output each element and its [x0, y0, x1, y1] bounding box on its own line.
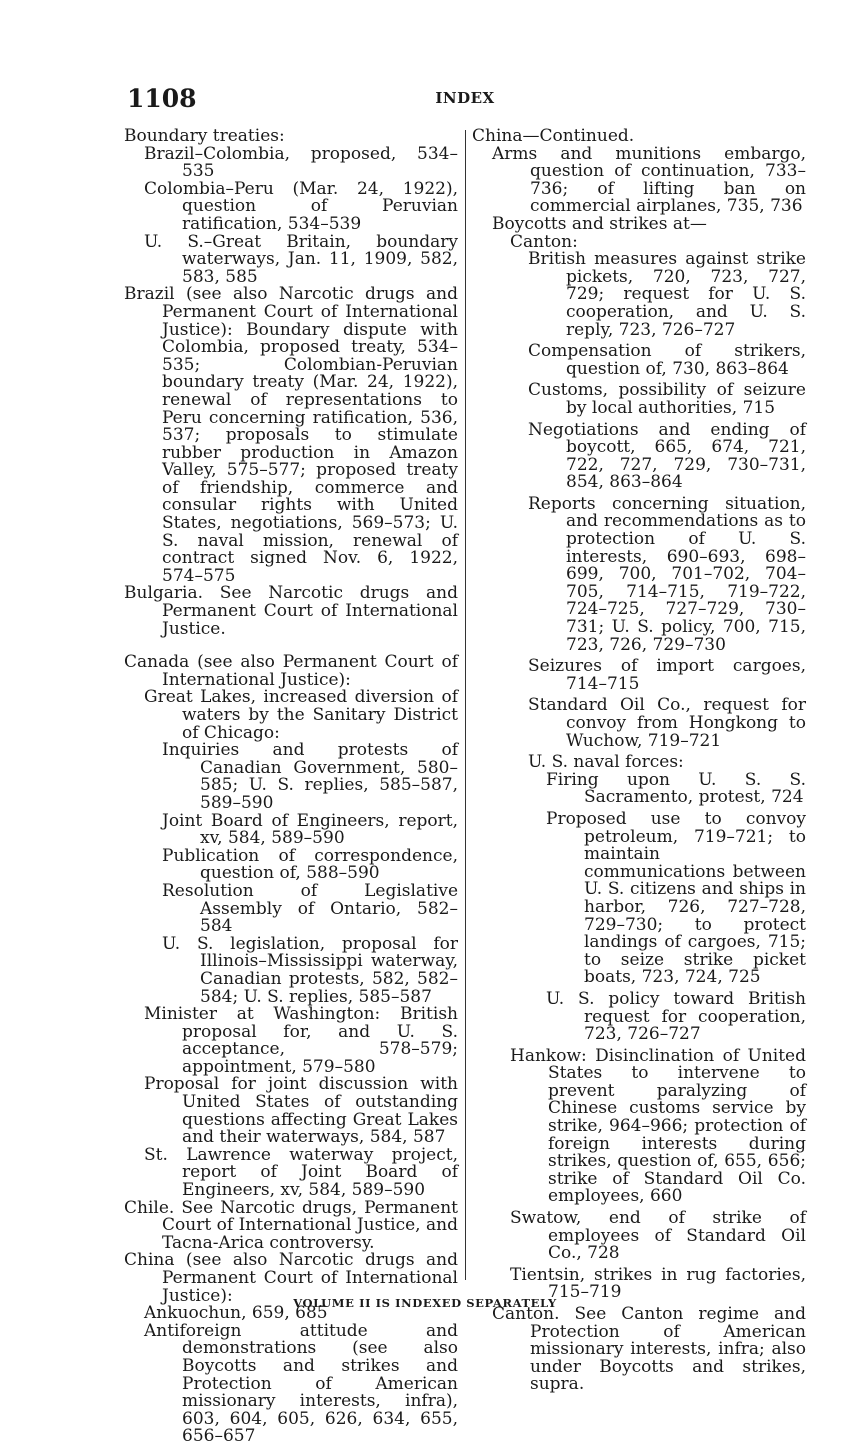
running-head: INDEX [435, 89, 495, 107]
index-column-left [124, 128, 458, 1446]
index-entry: China (see also Narcotic drugs and Permanent Court of International Justice): [124, 1250, 458, 1306]
footer-note: VOLUME II IS INDEXED SEPARATELY [293, 1296, 557, 1310]
index-entry: Brazil–Colombia, proposed, 534–535 [144, 143, 458, 182]
index-entry: Firing upon U. S. S. Sacramento, protest, 724 [546, 769, 806, 808]
index-entry: Compensation of strikers, question of, 730, 863–864 [528, 341, 806, 379]
index-entry: Antiforeign attitude and demonstrations (see also Boycotts and strikes and Protection of American missionary interests, infra), 603, 604, 605, 626, 634, 655, 656–657 [144, 1320, 458, 1446]
index-entry: Colombia–Peru (Mar. 24, 1922), question of Peruvian ratification, 534–539 [144, 178, 458, 234]
index-entry: Publication of correspondence, question of, 588–590 [162, 845, 458, 884]
index-entry: Resolution of Legislative Assembly of Ontario, 582–584 [162, 880, 458, 937]
index-entry: Inquiries and protests of Canadian Government, 580–585; U. S. replies, 585–587, 589–590 [162, 740, 458, 813]
index-entry: Proposal for joint discussion with United States of outstanding questions affecting Great Lakes and their waterways, 584, 587 [144, 1074, 458, 1148]
index-entry: Joint Board of Engineers, report, xv, 584, 589–590 [162, 810, 458, 849]
index-entry: Canton: [510, 231, 578, 252]
index-entry: Boycotts and strikes at— [492, 213, 707, 234]
index-entry: Seizures of import cargoes, 714–715 [528, 656, 806, 694]
index-column-right [472, 128, 806, 1394]
index-entry: St. Lawrence waterway project, report of Joint Board of Engineers, xv, 584, 589–590 [144, 1144, 458, 1201]
index-entry: Proposed use to convoy petroleum, 719–721; to maintain communications between U. S. citizens and ships in harbor, 726, 727–728, 729–730; to protect landings of cargoes, 715; to seize strike picket boats, 723, 724, 725 [546, 808, 806, 988]
index-entry: Tientsin, strikes in rug factories, 715–719 [510, 1264, 806, 1303]
index-entry: Boundary treaties: [124, 126, 285, 146]
column-divider [465, 130, 466, 1280]
index-entry: Reports concerning situation, and recommendations as to protection of U. S. interests, 690–693, 698–699, 700, 701–702, 704–705, 714–715, 719–722, 724–725, 727–729, 730–731; U. S. policy, 700, 715, 723, 726, 729–730 [528, 493, 806, 655]
index-entry: Ankuochun, 659, 685 [144, 1303, 328, 1324]
index-entry: U. S. naval forces: [528, 752, 684, 773]
index-entry: Canada (see also Permanent Court of International Justice): [124, 652, 458, 690]
index-entry: Customs, possibility of seizure by local authorities, 715 [528, 380, 806, 418]
index-entry: Standard Oil Co., request for convoy from Hongkong to Wuchow, 719–721 [528, 695, 806, 751]
index-entry: U. S. legislation, proposal for Illinois–Mississippi waterway, Canadian protests, 582, 582–584; U. S. replies, 585–587 [162, 933, 458, 1007]
index-entry: U. S.–Great Britain, boundary waterways, Jan. 11, 1909, 582, 583, 585 [144, 231, 458, 287]
index-entry: Canton. See Canton regime and Protection of American missionary interests, infra; also under Boycotts and strikes, supra. [492, 1304, 806, 1395]
index-entry: China—Continued. [472, 126, 635, 146]
index-entry: Chile. See Narcotic drugs, Permanent Court of International Justice, and Tacna-Arica controversy. [124, 1197, 458, 1253]
index-entry: Bulgaria. See Narcotic drugs and Permanent Court of International Justice. [124, 583, 458, 639]
index-entry: U. S. policy toward British request for cooperation, 723, 726–727 [546, 988, 806, 1045]
index-entry: Brazil (see also Narcotic drugs and Permanent Court of International Justice): Boundary dispute with Colombia, proposed treaty, 534–535; Colombian-Peruvian boundary treaty (Mar. 24, 1922), renewal of representations to Peru concerning ratification, 536, 537; proposals to stimulate rubber production in Amazon Valley, 575–577; proposed treaty of friendship, commerce and consular rights with United States, negotiations, 569–573; U. S. naval mission, renewal of contract signed Nov. 6, 1922, 574–575 [124, 284, 458, 586]
page-number: 1108 [127, 84, 197, 113]
index-entry: Swatow, end of strike of employees of Standard Oil Co., 728 [510, 1208, 806, 1264]
index-entry: Great Lakes, increased diversion of waters by the Sanitary District of Chicago: [144, 687, 458, 743]
index-entry: Negotiations and ending of boycott, 665, 674, 721, 722, 727, 729, 730–731, 854, 863–864 [528, 419, 806, 493]
index-entry: Minister at Washington: British proposal for, and U. S. acceptance, 578–579; appointment, 579–580 [144, 1004, 458, 1077]
index-entry: Arms and munitions embargo, question of continuation, 733–736; of lifting ban on commercial airplanes, 735, 736 [492, 143, 806, 217]
index-entry: Hankow: Disinclination of United States to intervene to prevent paralyzing of Chinese customs service by strike, 964–966; protection of foreign interests during strikes, question of, 655, 656; strike of Standard Oil Co. employees, 660 [510, 1045, 806, 1207]
index-entry: British measures against strike pickets, 720, 723, 727, 729; request for U. S. cooperation, and U. S. reply, 723, 726–727 [528, 249, 806, 340]
